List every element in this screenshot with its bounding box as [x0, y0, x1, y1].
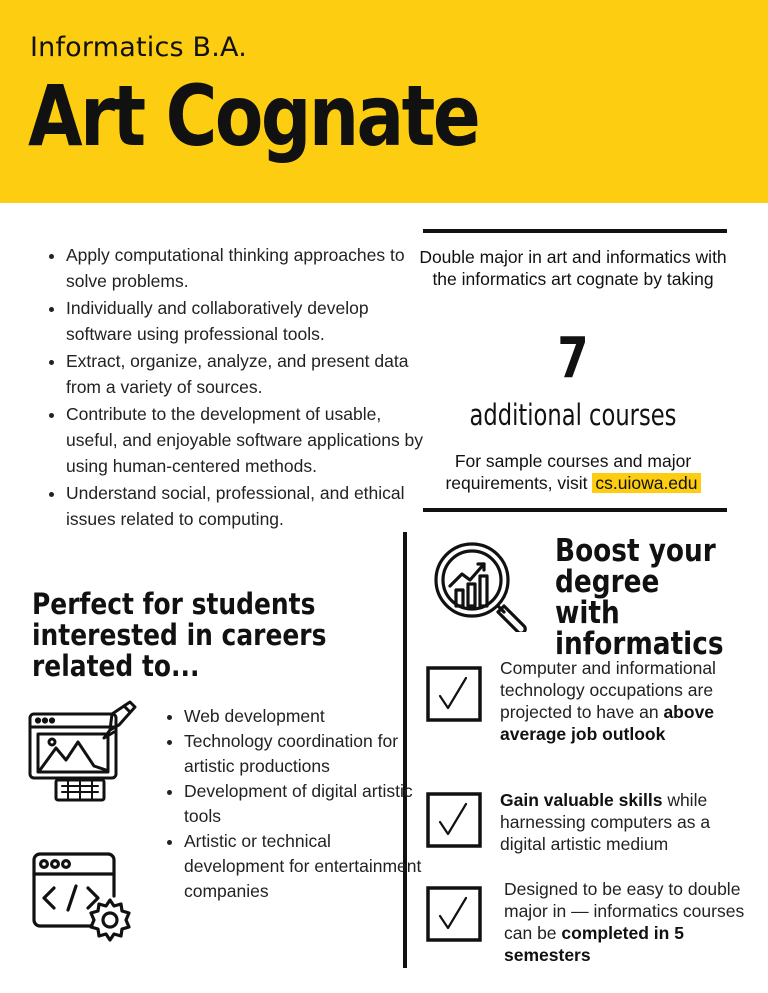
sample-courses-prefix: For sample courses and major requirements, visit: [445, 451, 692, 493]
benefit-highlight: completed in 5 semesters: [504, 923, 684, 965]
top-divider: [423, 229, 727, 233]
checkbox-icon: [426, 792, 482, 848]
code-settings-icon: [30, 850, 134, 944]
double-major-text: Double major in art and informatics with the informatics art cognate by taking: [419, 247, 727, 289]
program-subtitle: Informatics B.A.: [30, 32, 248, 63]
career-item: • Web development: [184, 704, 424, 729]
boost-heading: Boost your degree with informatics: [555, 533, 724, 662]
digital-art-icon: [26, 700, 138, 806]
course-count: 7: [557, 326, 589, 391]
skill-item: • Extract, organize, analyze, and present data from a variety of sources.: [66, 348, 436, 400]
benefit-semesters: [504, 878, 754, 966]
skill-item: • Understand social, professional, and ethical issues related to computing.: [66, 480, 436, 532]
career-item: • Development of digital artistic tools: [184, 779, 424, 829]
benefit-highlight: Gain valuable skills: [500, 790, 663, 810]
magnifier-chart-icon: [432, 540, 532, 632]
header-banner: [0, 0, 768, 203]
checkbox-icon: [426, 886, 482, 942]
additional-courses-label: additional courses: [469, 398, 677, 432]
benefit-highlight: above average job outlook: [500, 702, 715, 744]
skill-item: • Contribute to the development of usable, useful, and enjoyable software applications by using human-centered methods.: [66, 401, 436, 479]
benefit-text: while harnessing computers as a digital artistic medium: [500, 790, 711, 854]
checkbox-icon: [426, 666, 482, 722]
bottom-divider: [423, 508, 727, 512]
skill-item: • Individually and collaboratively develop software using professional tools.: [66, 295, 436, 347]
page-title: Art Cognate: [28, 67, 479, 165]
benefit-text: Designed to be easy to double major in — informatics courses can be: [504, 879, 745, 943]
career-item: • Artistic or technical development for entertainment companies: [184, 829, 424, 904]
skill-item: • Apply computational thinking approaches to solve problems.: [66, 242, 436, 294]
career-item: • Technology coordination for artistic productions: [184, 729, 424, 779]
skills-list: [40, 242, 436, 533]
website-link[interactable]: cs.uiowa.edu: [592, 473, 700, 493]
benefit-job-outlook: [500, 657, 750, 745]
benefit-skills: [500, 789, 750, 855]
sample-courses-text: [412, 450, 734, 494]
benefit-text: Computer and informational technology occupations are projected to have an: [500, 658, 716, 722]
careers-list: [158, 704, 424, 904]
careers-heading: Perfect for students interested in careers related to...: [32, 587, 327, 683]
